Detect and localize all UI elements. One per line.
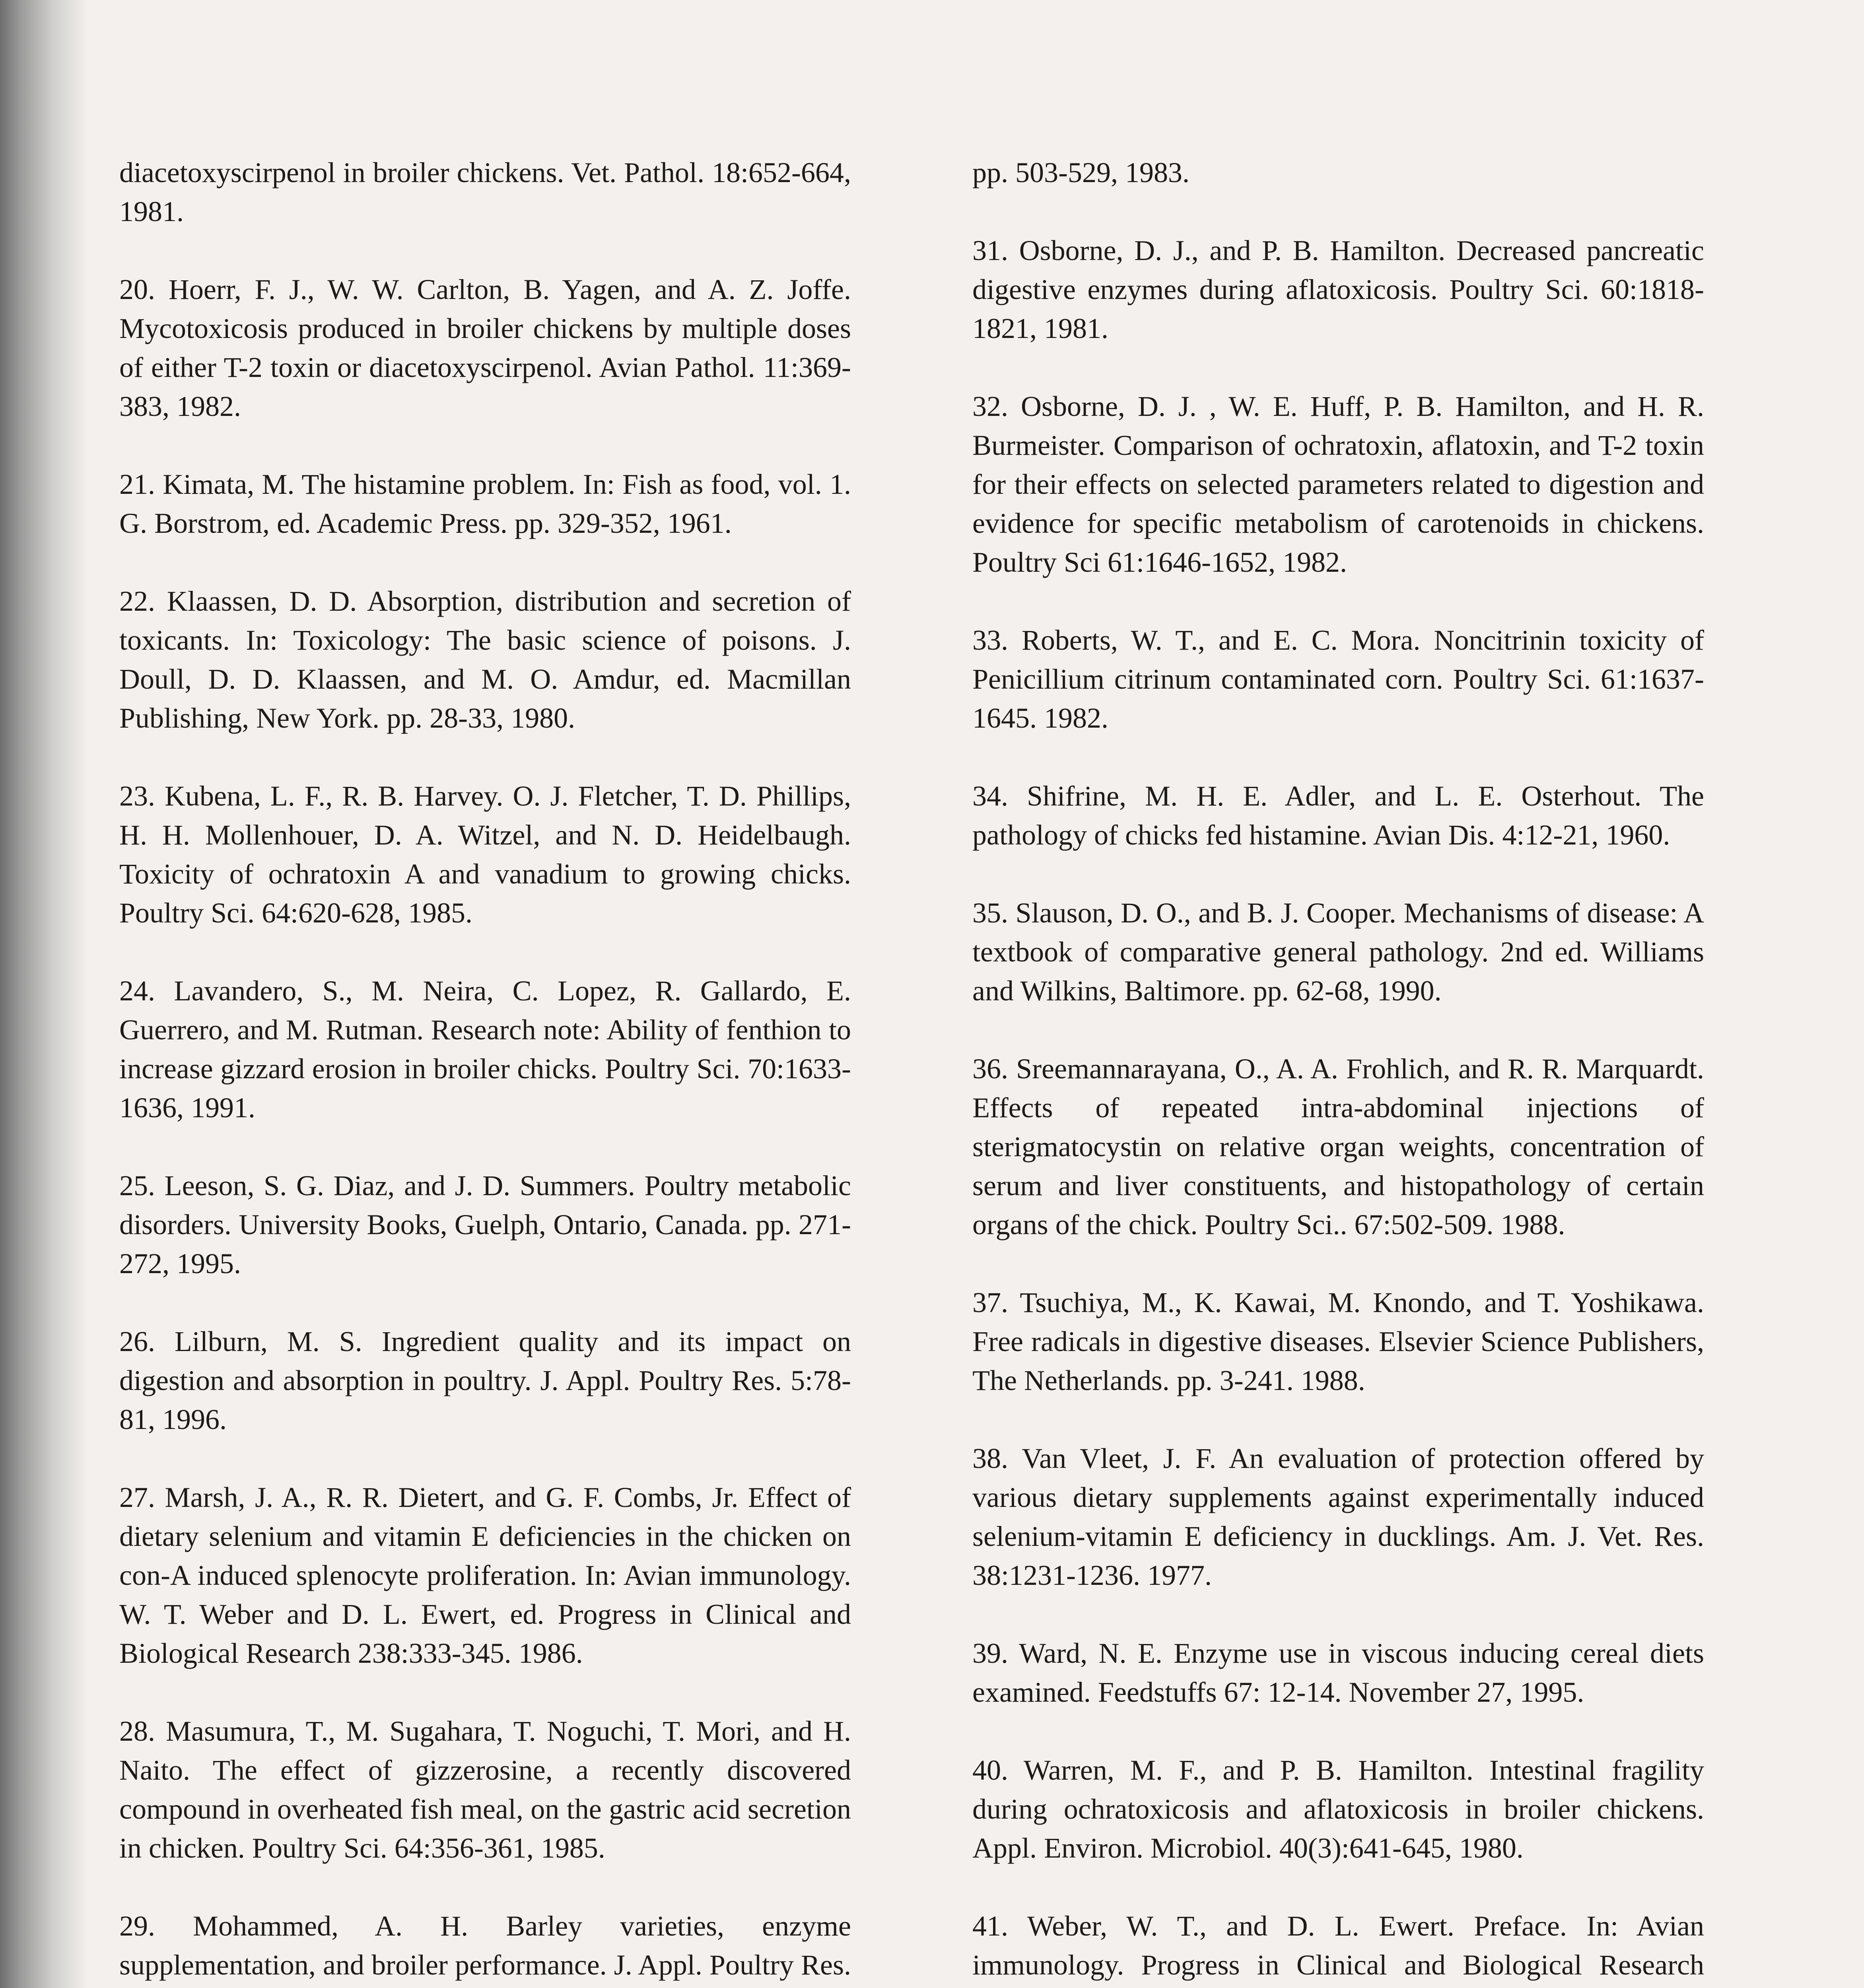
references-column-right xyxy=(972,153,1704,1988)
reference-entry: 29. Mohammed, A. H. Barley varieties, enzyme supplementation, and broiler performance. J. Appl. Poultry Res. xyxy=(119,1910,851,1981)
reference-entry: 38. Van Vleet, J. F. An evaluation of protection offered by various dietary supplements against experimentally induced selenium-vitamin E deficiency in ducklings. Am. J. Vet. Res. 38:1231-1236. 1977. xyxy=(972,1442,1704,1591)
reference-entry: 28. Masumura, T., M. Sugahara, T. Noguchi, T. Mori, and H. Naito. The effect of gizzerosine, a recently discovered compound in overheated fish meal, on the gastric acid secretion in chicken. Poultry Sci. 64:356-361, 1985. xyxy=(119,1715,851,1864)
reference-entry: 22. Klaassen, D. D. Absorption, distribution and secretion of toxicants. In: Toxicology: The basic science of poisons. J. Doull, D. D. Klaassen, and M. O. Amdur, ed. Macmillan Publishing, New York. pp. 28-33, 1980. xyxy=(119,585,851,734)
reference-entry: 23. Kubena, L. F., R. B. Harvey. O. J. Fletcher, T. D. Phillips, H. H. Mollenhouer, D. A. Witzel, and N. D. Heidelbaugh. Toxicity of ochratoxin A and vanadium to growing chicks. Poultry Sci. 64:620-628, 1985. xyxy=(119,780,851,929)
reference-entry: 24. Lavandero, S., M. Neira, C. Lopez, R. Gallardo, E. Guerrero, and M. Rutman. Research note: Ability of fenthion to increase gizzard erosion in broiler chicks. Poultry Sci. 70:1633-1636, 1991. xyxy=(119,975,851,1124)
reference-entry: 34. Shifrine, M. H. E. Adler, and L. E. Osterhout. The pathology of chicks fed histamine. Avian Dis. 4:12-21, 1960. xyxy=(972,780,1704,851)
references-column-left xyxy=(119,153,851,1988)
reference-entry: 32. Osborne, D. J. , W. E. Huff, P. B. Hamilton, and H. R. Burmeister. Comparison of ochratoxin, aflatoxin, and T-2 toxin for their effects on selected parameters related to digestion and evidence for specific metabolism of carotenoids in chickens. Poultry Sci 61:1646-1652, 1982. xyxy=(972,390,1704,578)
reference-entry: pp. 503-529, 1983. xyxy=(972,157,1190,188)
reference-entry: 35. Slauson, D. O., and B. J. Cooper. Mechanisms of disease: A textbook of comparative general pathology. 2nd ed. Williams and Wilkins, Baltimore. pp. 62-68, 1990. xyxy=(972,897,1704,1007)
reference-entry: 20. Hoerr, F. J., W. W. Carlton, B. Yagen, and A. Z. Joffe. Mycotoxicosis produced in broiler chickens by multiple doses of either T-2 toxin or diacetoxyscirpenol. Avian Pathol. 11:369-383, 1982. xyxy=(119,274,851,422)
reference-entry: 26. Lilburn, M. S. Ingredient quality and its impact on digestion and absorption in poultry. J. Appl. Poultry Res. 5:78-81, 1996. xyxy=(119,1326,851,1435)
reference-entry: 37. Tsuchiya, M., K. Kawai, M. Knondo, and T. Yoshikawa. Free radicals in digestive diseases. Elsevier Science Publishers, The Netherlands. pp. 3-241. 1988. xyxy=(972,1287,1704,1396)
reference-entry: 31. Osborne, D. J., and P. B. Hamilton. Decreased pancreatic digestive enzymes during aflatoxicosis. Poultry Sci. 60:1818-1821, 1981. xyxy=(972,235,1704,344)
reference-entry: 40. Warren, M. F., and P. B. Hamilton. Intestinal fragility during ochratoxicosis and aflatoxicosis in broiler chickens. Appl. Environ. Microbiol. 40(3):641-645, 1980. xyxy=(972,1754,1704,1864)
reference-entry: 27. Marsh, J. A., R. R. Dietert, and G. F. Combs, Jr. Effect of dietary selenium and vitamin E deficiencies in the chicken on con-A induced splenocyte proliferation. In: Avian immunology. W. T. Weber and D. L. Ewert, ed. Progress in Clinical and Biological Research 238:333-345. 1986. xyxy=(119,1481,851,1669)
reference-entry: diacetoxyscirpenol in broiler chickens. Vet. Pathol. 18:652-664, 1981. xyxy=(119,157,851,227)
reference-entry: 41. Weber, W. T., and D. L. Ewert. Preface. In: Avian immunology. Progress in Clinical and Biological Research xyxy=(972,1910,1704,1981)
reference-entry: 33. Roberts, W. T., and E. C. Mora. Noncitrinin toxicity of Penicillium citrinum contaminated corn. Poultry Sci. 61:1637-1645. 1982. xyxy=(972,624,1704,734)
reference-entry: 36. Sreemannarayana, O., A. A. Frohlich, and R. R. Marquardt. Effects of repeated intra-abdominal injections of sterigmatocystin on relative organ weights, concentration of serum and liver constituents, and histopathology of certain organs of the chick. Poultry Sci.. 67:502-509. 1988. xyxy=(972,1053,1704,1241)
reference-entry: 39. Ward, N. E. Enzyme use in viscous inducing cereal diets examined. Feedstuffs 67: 12-14. November 27, 1995. xyxy=(972,1637,1704,1708)
binding-shadow xyxy=(0,0,87,1988)
reference-entry: 25. Leeson, S. G. Diaz, and J. D. Summers. Poultry metabolic disorders. University Books, Guelph, Ontario, Canada. pp. 271-272, 1995. xyxy=(119,1170,851,1279)
reference-entry: 21. Kimata, M. The histamine problem. In: Fish as food, vol. 1. G. Borstrom, ed. Academic Press. pp. 329-352, 1961. xyxy=(119,468,851,539)
